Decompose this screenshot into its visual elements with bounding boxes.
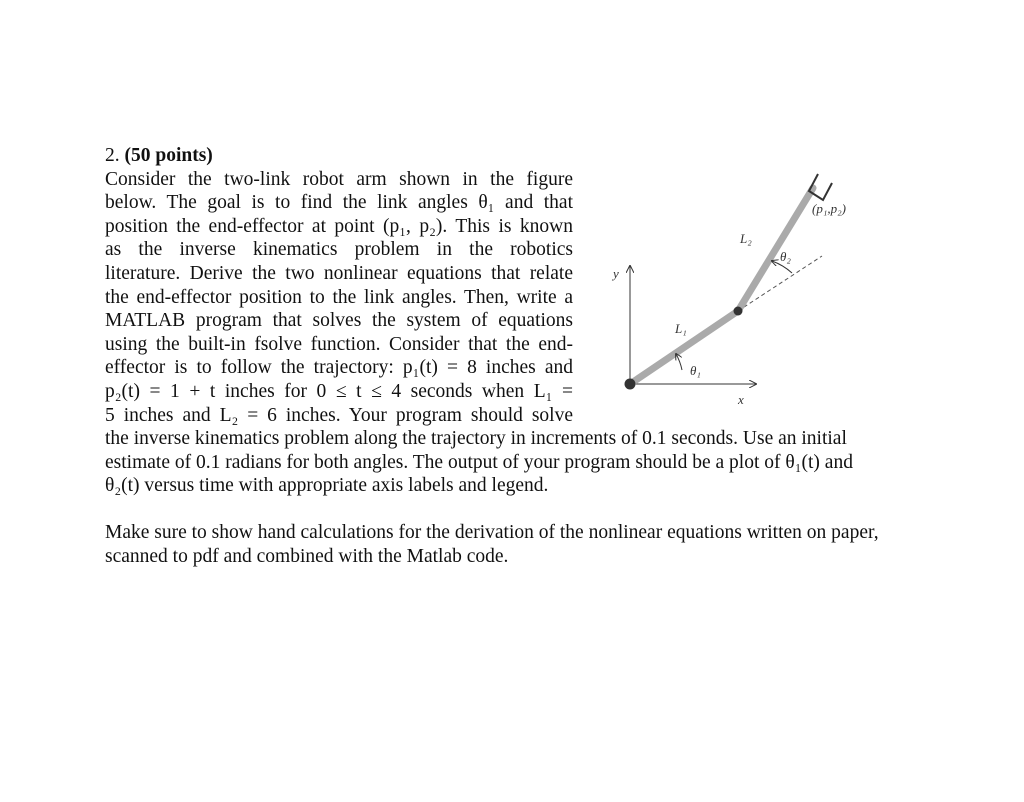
y-axis-label: y bbox=[613, 266, 619, 281]
problem-points: (50 points) bbox=[124, 145, 213, 166]
theta1-arc bbox=[676, 354, 682, 370]
note-line: Make sure to show hand calculations for the derivation of the nonlinear equations written on paper, bbox=[105, 521, 879, 543]
text-line: literature. Derive the two nonlinear equations that relate bbox=[105, 262, 573, 284]
base-joint bbox=[625, 379, 636, 390]
robot-arm-diagram bbox=[600, 160, 900, 420]
submission-note bbox=[105, 521, 910, 568]
endpoint-label: (p₁,p₂) bbox=[812, 201, 846, 216]
text-line: position the end-effector at point (p₁, p₂). This is known bbox=[105, 215, 573, 237]
text-line: θ₂(t) versus time with appropriate axis labels and legend. bbox=[105, 475, 549, 497]
problem-number: 2. bbox=[105, 145, 120, 166]
L1-label: L₁ bbox=[675, 321, 687, 336]
text-line: as the inverse kinematics problem in the robotics bbox=[105, 239, 573, 261]
text-line: p₂(t) = 1 + t inches for 0 ≤ t ≤ 4 seconds when L₁ = bbox=[105, 380, 573, 402]
robot-arm-figure bbox=[600, 160, 900, 420]
x-axis-label: x bbox=[738, 392, 744, 407]
theta2-label: θ₂ bbox=[780, 249, 791, 264]
theta1-label: θ₁ bbox=[690, 363, 701, 378]
text-line: below. The goal is to find the link angles θ₁ and that bbox=[105, 192, 573, 214]
elbow-joint bbox=[734, 307, 743, 316]
link-2 bbox=[738, 188, 813, 311]
text-line: the end-effector position to the link angles. Then, write a bbox=[105, 286, 573, 308]
text-line: the inverse kinematics problem along the trajectory in increments of 0.1 seconds. Use an initial bbox=[105, 428, 847, 450]
note-line: scanned to pdf and combined with the Matlab code. bbox=[105, 545, 509, 567]
text-line: 5 inches and L₂ = 6 inches. Your program should solve bbox=[105, 404, 573, 426]
text-line: Consider the two-link robot arm shown in the figure bbox=[105, 168, 573, 190]
text-line: estimate of 0.1 radians for both angles. The output of your program should be a plot of θ₁(t) and bbox=[105, 451, 853, 473]
problem-text-full bbox=[105, 427, 910, 498]
text-line: using the built-in fsolve function. Consider that the end- bbox=[105, 333, 573, 355]
text-line: effector is to follow the trajectory: p₁(t) = 8 inches and bbox=[105, 357, 573, 379]
text-line: MATLAB program that solves the system of equations bbox=[105, 310, 573, 332]
L2-label: L₂ bbox=[740, 231, 752, 246]
